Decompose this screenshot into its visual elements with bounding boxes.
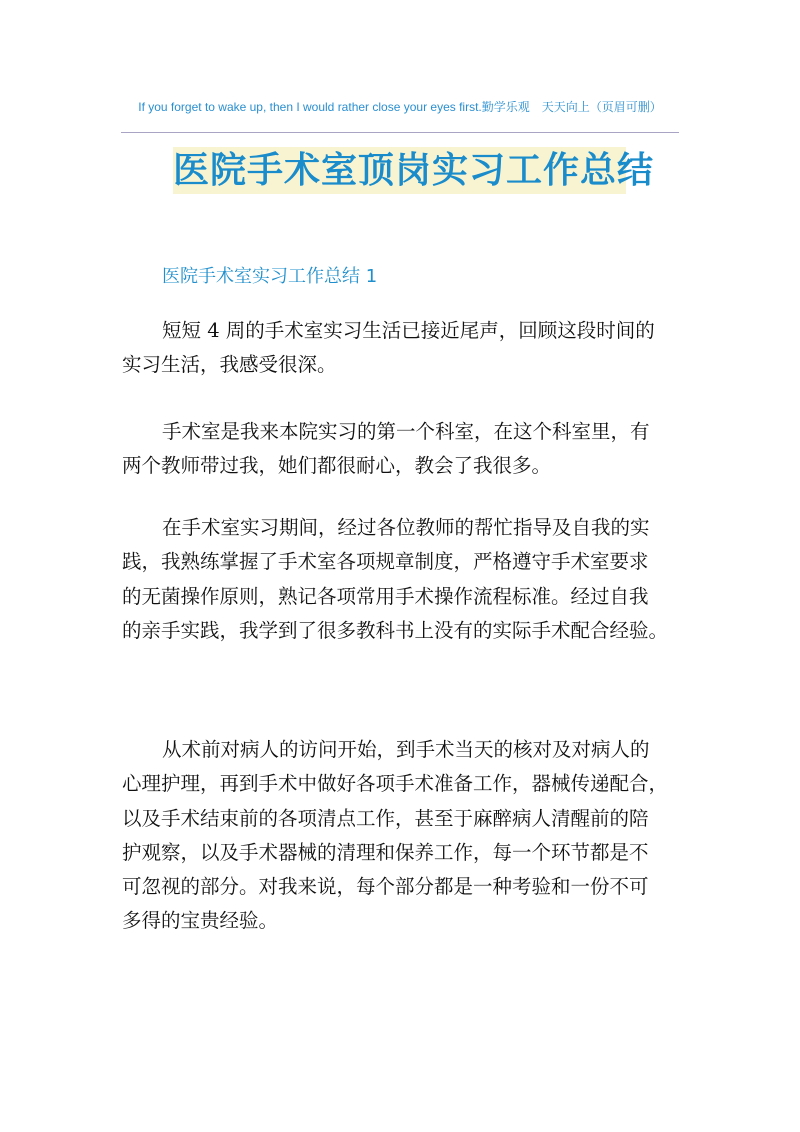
text-line: 手术室是我来本院实习的第一个科室，在这个科室里，有 (162, 420, 650, 443)
page-header: If you forget to wake up, then I would rather close your eyes first.勤学乐观 天天向上（页眉可删） (138, 100, 662, 114)
text-line: 可忽视的部分。对我来说，每个部分都是一种考验和一份不可 (122, 875, 649, 899)
paragraph (122, 511, 692, 648)
text-line: 多得的宝贵经验。 (122, 909, 279, 933)
document-title: 医院手术室顶岗实习工作总结 (173, 147, 626, 194)
text-line: 践，我熟练掌握了手术室各项规章制度，严格遵守手术室要求 (122, 550, 649, 574)
text-line: 实习生活，我感受很深。 (122, 353, 337, 377)
text-line: 短短 4 周的手术室实习生活已接近尾声，回顾这段时间的 (162, 319, 655, 342)
text-line: 在手术室实习期间，经过各位教师的帮忙指导及自我的实 (162, 516, 650, 539)
text-line: 的无菌操作原则，熟记各项常用手术操作流程标准。经过自我 (122, 584, 649, 608)
paragraph (122, 733, 692, 939)
header-divider (121, 132, 679, 133)
text-line: 护观察，以及手术器械的清理和保养工作，每一个环节都是不 (122, 840, 649, 864)
paragraph (122, 314, 692, 383)
text-line: 从术前对病人的访问开始，到手术当天的核对及对病人的 (162, 738, 650, 761)
text-line: 心理护理，再到手术中做好各项手术准备工作，器械传递配合， (122, 772, 669, 796)
text-line: 以及手术结束前的各项清点工作，甚至于麻醉病人清醒前的陪 (122, 806, 649, 830)
text-line: 两个教师带过我，她们都很耐心，教会了我很多。 (122, 454, 552, 478)
paragraph (122, 415, 692, 484)
section-heading: 医院手术室实习工作总结 1 (162, 266, 378, 287)
text-line: 的亲手实践，我学到了很多教科书上没有的实际手术配合经验。 (122, 618, 669, 642)
